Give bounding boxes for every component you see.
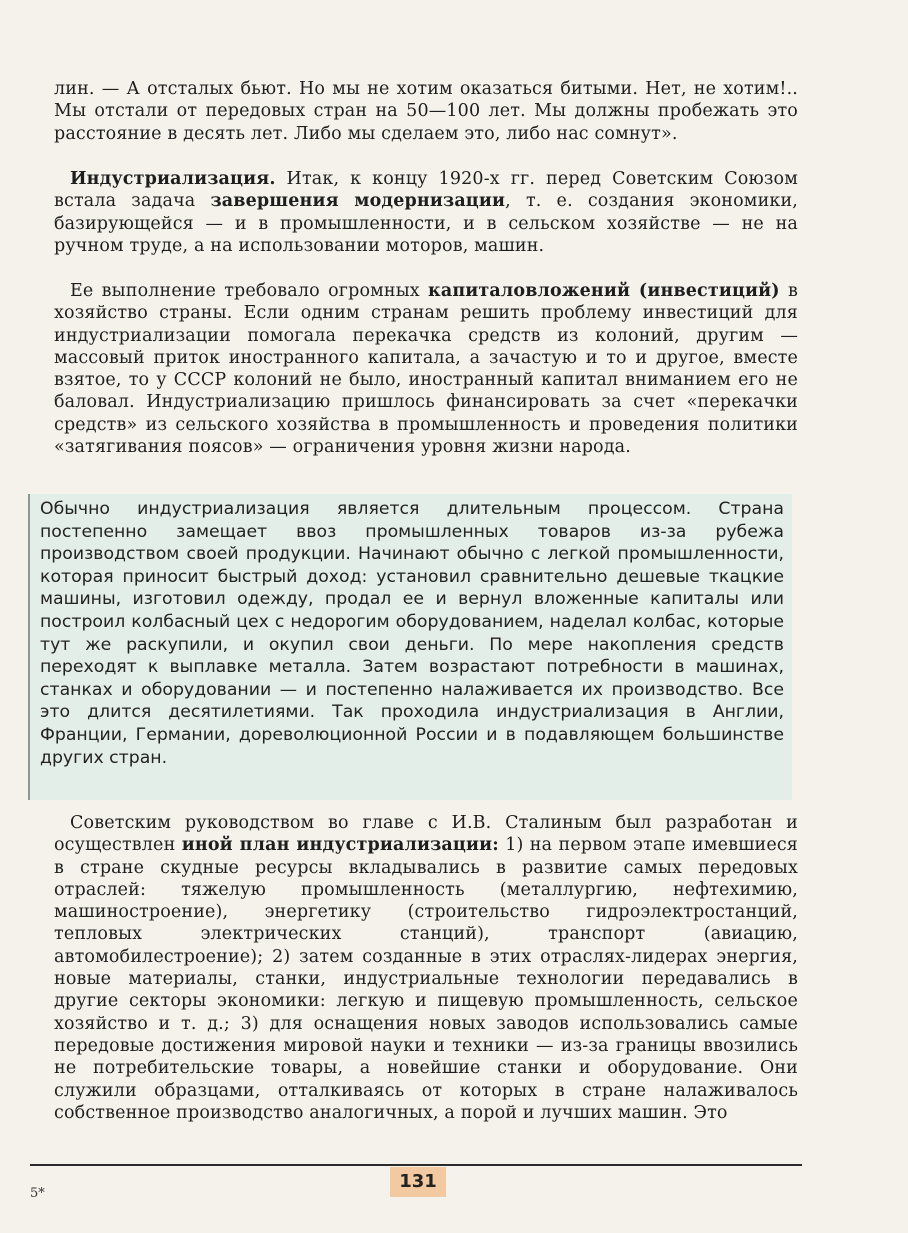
paragraph-text: лин. — А отсталых бьют. Но мы не хотим оказаться битыми. Нет, не хотим!.. Мы отстали от передовых стран на 50—100 лет. Мы должны пробежать это расстояние в десять лет. Либо мы сделаем это, либо нас сомнут».: [54, 79, 798, 144]
paragraph-soviet-plan: [54, 812, 798, 1124]
paragraph-text: 1) на первом этапе имевшиеся в стране скудные ресурсы вкладывались в развитие самых передовых отраслей: тяжелую промышленность (металлургию, нефтехимию, машиностроение), энергетику (строительство гидроэлектростанций, тепловых электрических станций), транспорт (авиацию, автомобилестроение); 2) затем созданные в этих отраслях-лидерах энергия, новые материалы, станки, индустриальные технологии передавались в другие секторы экономики: легкую и пищевую промышленность, сельское хозяйство и т. д.; 3) для оснащения новых заводов использовались самые передовые достижения мировой науки и техники — из-за границы ввозились не потребительские товары, а новейшие станки и оборудование. Они служили образцами, отталкиваясь от которых в стране налаживалось собственное производство аналогичных, а порой и лучших машин. Это: [54, 835, 799, 1123]
paragraph-industrialization: [54, 168, 798, 257]
paragraph-text: в хозяйство страны. Если одним странам решить проблему инвестиций для индустриализации помогала перекачка средств из колоний, другим — массовый приток иностранного капитала, а зачастую и то и другое, вместе взятое, то у СССР колоний не было, иностранный капитал вниманием его не баловал. Индустриализацию пришлось финансировать за счет «перекачки средств» из сельского хозяйства в промышленность и проведения политики «затягивания поясов» — ограничения уровня жизни народа.: [54, 281, 799, 458]
key-term: завершения модернизации: [210, 191, 506, 212]
key-term: иной план индустриализации:: [181, 835, 499, 856]
paragraph-investments: [54, 280, 798, 458]
section-term: Индустриализация.: [70, 169, 276, 189]
paragraph-text: Ее выполнение требовало огромных: [70, 281, 429, 301]
signature-mark: 5*: [30, 1186, 45, 1201]
paragraph-quote-ending: [54, 78, 798, 145]
key-term: капиталовложений (инвестиций): [428, 281, 780, 301]
info-box-text: Обычно индустриализация является длительным процессом. Страна постепенно замещает ввоз промышленных товаров из-за рубежа производством своей продукции. Начинают обычно с легкой промышленности, которая приносит быстрый доход: установил сравнительно дешевые ткацкие машины, изготовил одежду, продал ее и вернул вложенные капиталы или построил колбасный цех с недорогим оборудованием, наделал колбас, которые тут же раскупили, и окупил свои деньги. По мере накопления средств переходят к выплавке металла. Затем возрастают потребности в машинах, станках и оборудовании — и постепенно налаживается их производство. Все это длится десятилетиями. Так проходила индустриализация в Англии, Франции, Германии, дореволюционной России и в подавляющем большинстве других стран.: [40, 499, 784, 768]
paragraph-text: Итак, к концу 1920-х гг. перед Советским Союзом встала задача: [54, 169, 798, 212]
page-number: 131: [390, 1167, 446, 1197]
paragraph-text: , т. е. создания экономики, базирующейся — и в промышленности, и в сельском хозяйстве — не на ручном труде, а на использовании моторов, машин.: [54, 191, 798, 256]
paragraph-text: Советским руководством во главе с И.В. Сталиным был разработан и осуществлен: [54, 813, 798, 856]
footer-divider: [30, 1164, 802, 1166]
